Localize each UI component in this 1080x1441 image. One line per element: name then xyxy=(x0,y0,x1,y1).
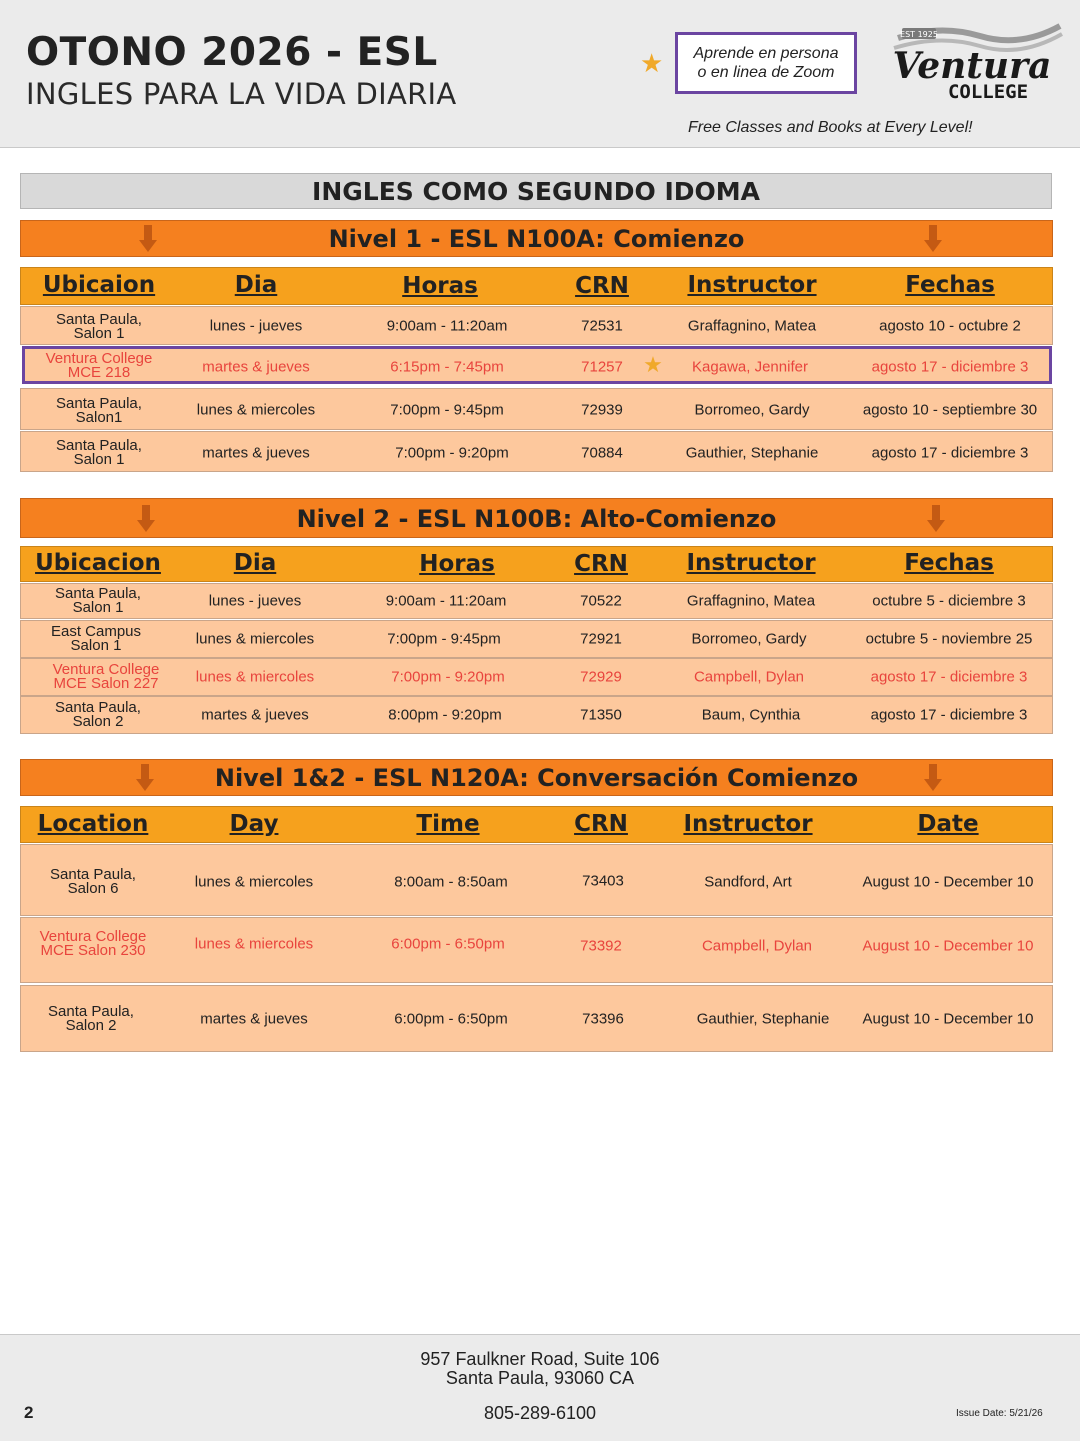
dates-cell: agosto 17 - diciembre 3 xyxy=(871,358,1029,376)
location-line-2: Salon 1 xyxy=(70,637,122,654)
arrow-down-icon xyxy=(924,225,942,253)
table-row xyxy=(20,985,1053,1052)
address-line-2: Santa Paula, 93060 CA xyxy=(445,1368,635,1388)
instructor-cell: Campbell, Dylan xyxy=(701,937,813,955)
column-header: Location xyxy=(37,811,149,837)
day-cell: lunes & miercoles xyxy=(195,630,315,648)
location-line-2: MCE 218 xyxy=(67,364,131,381)
arrow-down-icon xyxy=(924,764,942,792)
table-row xyxy=(20,696,1053,734)
instructor-cell: Graffagnino, Matea xyxy=(687,317,817,335)
table-row xyxy=(20,844,1053,916)
location-line-1: Santa Paula, xyxy=(56,311,142,328)
instructor-cell: Sandford, Art xyxy=(704,873,792,891)
column-header: Day xyxy=(229,811,279,837)
crn-cell: 72921 xyxy=(580,630,622,648)
column-header: Dia xyxy=(234,272,278,298)
day-cell: martes & jueves xyxy=(200,1010,308,1028)
crn-cell: 72939 xyxy=(581,401,623,419)
crn-cell: 73396 xyxy=(582,1010,624,1028)
column-header: Horas xyxy=(419,551,495,577)
location-line-1: Santa Paula, xyxy=(55,585,141,602)
crn-cell: 72929 xyxy=(580,668,622,686)
location-line-2: Salon 2 xyxy=(65,1017,117,1034)
day-cell: lunes & miercoles xyxy=(195,668,315,686)
location-line-2: Salon 1 xyxy=(72,599,124,616)
location-line-1: Ventura College xyxy=(45,350,153,367)
time-cell: 7:00pm - 9:20pm xyxy=(395,444,509,462)
location-line-2: Salon1 xyxy=(75,409,123,426)
crn-cell: 70884 xyxy=(581,444,623,462)
time-cell: 7:00pm - 9:45pm xyxy=(387,630,501,648)
crn-cell: 73392 xyxy=(580,937,622,955)
column-header: Instructor xyxy=(683,811,813,837)
instructor-cell: Gauthier, Stephanie xyxy=(696,1010,830,1028)
level-1-bar xyxy=(20,220,1053,257)
arrow-down-icon xyxy=(927,505,945,533)
arrow-down-icon xyxy=(139,225,157,253)
time-cell: 8:00am - 8:50am xyxy=(394,873,508,891)
star-icon: ★ xyxy=(640,48,664,78)
page-number: 2 xyxy=(24,1403,34,1422)
crn-cell: 72531 xyxy=(581,317,623,335)
column-header: CRN xyxy=(574,811,628,837)
time-cell: 6:00pm - 6:50pm xyxy=(391,935,505,953)
location-line-2: Salon 2 xyxy=(72,713,124,730)
instructor-cell: Graffagnino, Matea xyxy=(686,592,816,610)
day-cell: lunes & miercoles xyxy=(194,935,314,953)
instructor-cell: Borromeo, Gardy xyxy=(691,630,807,648)
location-line-2: Salon 6 xyxy=(67,880,119,897)
level-3-bar xyxy=(20,759,1053,796)
location-line-1: Santa Paula, xyxy=(56,437,142,454)
column-header: Fechas xyxy=(905,272,995,298)
column-header: Ubicacion xyxy=(35,550,161,576)
day-cell: martes & jueves xyxy=(202,444,310,462)
time-cell: 7:00pm - 9:45pm xyxy=(390,401,504,419)
column-header: CRN xyxy=(574,551,628,577)
location-line-1: Santa Paula, xyxy=(56,395,142,412)
column-header: CRN xyxy=(575,273,629,299)
location-line-1: Santa Paula, xyxy=(55,699,141,716)
table-row xyxy=(20,388,1053,430)
column-header: Fechas xyxy=(904,550,994,576)
promo-line-1: Aprende en persona xyxy=(693,45,839,62)
crn-cell: 73403 xyxy=(582,872,624,890)
table-row-highlighted xyxy=(20,917,1053,983)
dates-cell: August 10 - December 10 xyxy=(862,873,1034,891)
day-cell: lunes - jueves xyxy=(209,317,303,335)
time-cell: 9:00am - 11:20am xyxy=(385,592,507,610)
day-cell: lunes & miercoles xyxy=(194,873,314,891)
dates-cell: agosto 17 - diciembre 3 xyxy=(870,668,1028,686)
dates-cell: August 10 - December 10 xyxy=(862,1010,1034,1028)
time-cell: 6:15pm - 7:45pm xyxy=(390,358,504,376)
logo-college-text: COLLEGE xyxy=(947,81,1029,103)
phone-number: 805-289-6100 xyxy=(483,1403,597,1423)
location-line-1: Ventura College xyxy=(52,661,160,678)
level-1-title: Nivel 1 - ESL N100A: Comienzo xyxy=(328,225,745,253)
logo-name-text: Ventura xyxy=(892,45,1052,87)
day-cell: martes & jueves xyxy=(202,358,310,376)
table-row xyxy=(20,620,1053,658)
column-header: Instructor xyxy=(686,550,816,576)
address-line-1: 957 Faulkner Road, Suite 106 xyxy=(420,1349,660,1369)
issue-date: Issue Date: 5/21/26 xyxy=(956,1408,1043,1419)
location-line-2: Salon 1 xyxy=(73,451,125,468)
dates-cell: August 10 - December 10 xyxy=(862,937,1034,955)
page-header xyxy=(0,0,1080,148)
dates-cell: octubre 5 - diciembre 3 xyxy=(872,592,1026,610)
promo-box xyxy=(675,32,857,94)
table-row xyxy=(20,306,1053,345)
table-row xyxy=(20,431,1053,472)
instructor-cell: Kagawa, Jennifer xyxy=(692,358,808,376)
time-cell: 6:00pm - 6:50pm xyxy=(394,1010,508,1028)
ventura-college-logo xyxy=(880,22,1065,106)
time-cell: 8:00pm - 9:20pm xyxy=(388,706,502,724)
location-line-2: MCE Salon 230 xyxy=(40,942,146,959)
arrow-down-icon xyxy=(136,764,154,792)
star-icon: ★ xyxy=(643,352,663,377)
tagline: Free Classes and Books at Every Level! xyxy=(688,119,973,136)
section-title: INGLES COMO SEGUNDO IDOMA xyxy=(20,173,1052,209)
dates-cell: agosto 17 - diciembre 3 xyxy=(870,706,1028,724)
location-line-2: MCE Salon 227 xyxy=(53,675,159,692)
dates-cell: agosto 10 - octubre 2 xyxy=(879,317,1021,335)
crn-cell: 70522 xyxy=(580,592,622,610)
column-header: Dia xyxy=(233,550,277,576)
level-3-title: Nivel 1&2 - ESL N120A: Conversación Comienzo xyxy=(214,764,859,792)
crn-cell: 71257 xyxy=(581,358,623,376)
location-line-1: Santa Paula, xyxy=(48,1003,134,1020)
instructor-cell: Borromeo, Gardy xyxy=(694,401,810,419)
column-header: Instructor xyxy=(687,272,817,298)
level-2-bar xyxy=(20,498,1053,538)
page-subtitle: INGLES PARA LA VIDA DIARIA xyxy=(26,77,457,111)
table-row xyxy=(20,583,1053,619)
column-header: Date xyxy=(917,811,979,837)
column-header: Horas xyxy=(402,273,478,299)
level-2-title: Nivel 2 - ESL N100B: Alto-Comienzo xyxy=(296,505,777,533)
page-title: OTONO 2026 - ESL xyxy=(26,30,438,75)
dates-cell: octubre 5 - noviembre 25 xyxy=(865,630,1033,648)
location-line-1: Ventura College xyxy=(39,928,147,945)
time-cell: 9:00am - 11:20am xyxy=(386,317,508,335)
table-row-highlighted xyxy=(22,346,1052,384)
day-cell: martes & jueves xyxy=(201,706,309,724)
arrow-down-icon xyxy=(137,505,155,533)
instructor-cell: Gauthier, Stephanie xyxy=(685,444,819,462)
logo-est-text: EST 1925 xyxy=(900,30,938,39)
page-footer xyxy=(0,1334,1080,1441)
table-header xyxy=(20,546,1053,582)
location-line-1: East Campus xyxy=(50,623,142,640)
instructor-cell: Baum, Cynthia xyxy=(701,706,801,724)
dates-cell: agosto 10 - septiembre 30 xyxy=(862,401,1038,419)
time-cell: 7:00pm - 9:20pm xyxy=(391,668,505,686)
dates-cell: agosto 17 - diciembre 3 xyxy=(871,444,1029,462)
table-row-highlighted xyxy=(20,658,1053,696)
table-header xyxy=(20,267,1053,305)
instructor-cell: Campbell, Dylan xyxy=(693,668,805,686)
column-header: Ubicaion xyxy=(42,272,156,298)
location-line-1: Santa Paula, xyxy=(50,866,136,883)
column-header: Time xyxy=(416,811,480,837)
table-header xyxy=(20,806,1053,843)
crn-cell: 71350 xyxy=(580,706,622,724)
promo-line-2: o en linea de Zoom xyxy=(697,64,835,81)
day-cell: lunes - jueves xyxy=(208,592,302,610)
location-line-2: Salon 1 xyxy=(73,325,125,342)
day-cell: lunes & miercoles xyxy=(196,401,316,419)
